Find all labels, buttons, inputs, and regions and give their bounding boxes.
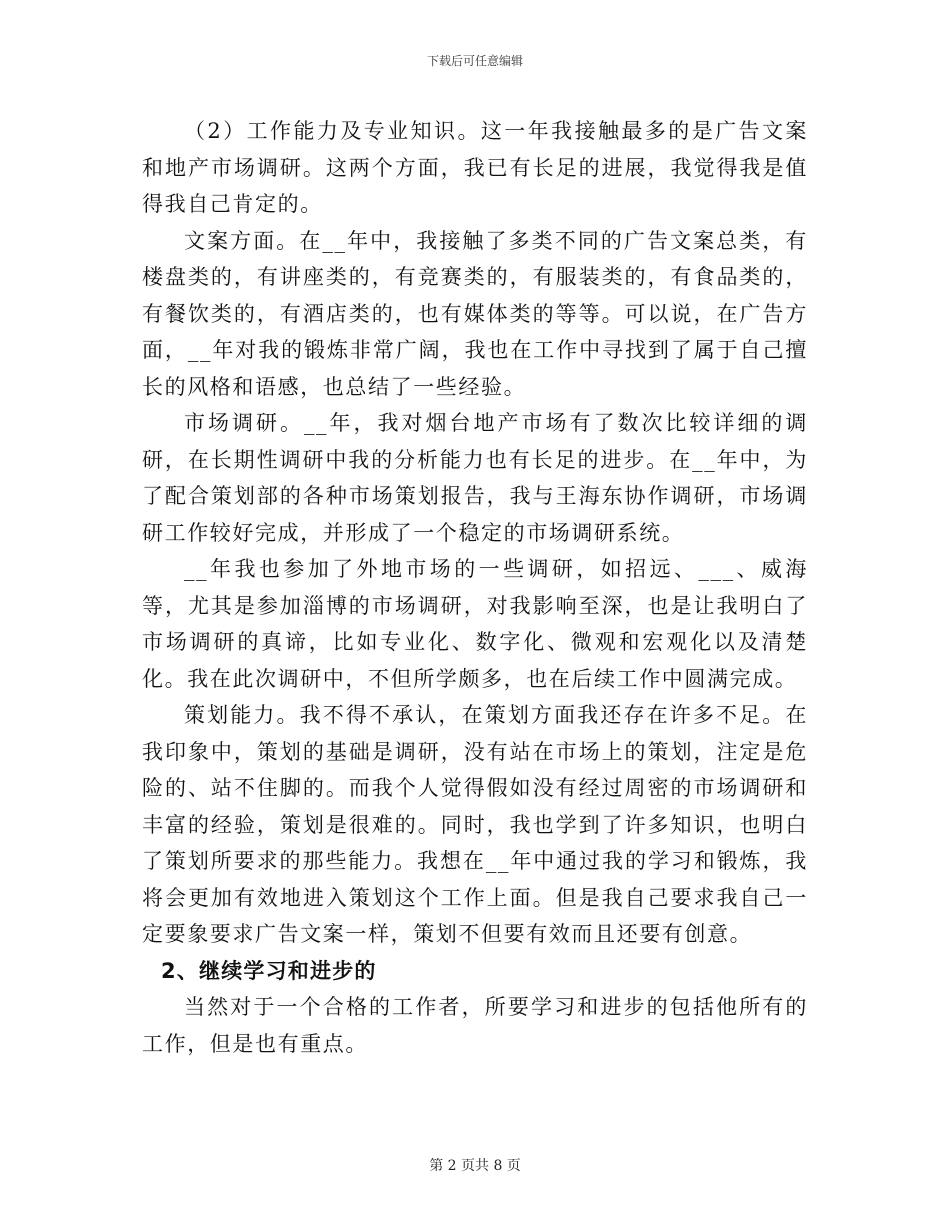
document-body <box>142 113 808 1062</box>
page-header: 下载后可任意编辑 <box>426 54 523 68</box>
paragraph-closing: 当然对于一个合格的工作者，所要学习和进步的包括他所有的工作，但是也有重点。 <box>142 995 808 1056</box>
paragraph-copywriting: 文案方面。在__年中，我接触了多类不同的广告文案总类，有楼盘类的，有讲座类的，有竞赛类的，有服装类的，有食品类的，有餐饮类的，有酒店类的，也有媒体类的等等。可以说，在广告方面，__年对我的锻炼非常广阔，我也在工作中寻找到了属于自己擅长的风格和语感，也总结了一些经验。 <box>142 228 808 399</box>
paragraph-market-research: 市场调研。__年，我对烟台地产市场有了数次比较详细的调研，在长期性调研中我的分析能力也有长足的进步。在__年中，为了配合策划部的各种市场策划报告，我与王海东协作调研，市场调研工作较好完成，并形成了一个稳定的市场调研系统。 <box>142 411 808 545</box>
paragraph-work-ability: （2）工作能力及专业知识。这一年我接触最多的是广告文案和地产市场调研。这两个方面，我已有长足的进展，我觉得我是值得我自己肯定的。 <box>142 119 808 216</box>
section-heading: 2、继续学习和进步的 <box>161 958 377 983</box>
paragraph-planning-ability: 策划能力。我不得不承认，在策划方面我还存在许多不足。在我印象中，策划的基础是调研，没有站在市场上的策划，注定是危险的、站不住脚的。而我个人觉得假如没有经过周密的市场调研和丰富的经验，策划是很难的。同时，我也学到了许多知识，也明白了策划所要求的那些能力。我想在__年中通过我的学习和锻炼，我将会更加有效地进入策划这个工作上面。但是我自己要求我自己一定要象要求广告文案一样，策划不但要有效而且还要有创意。 <box>142 703 808 946</box>
paragraph-external-research: __年我也参加了外地市场的一些调研，如招远、___、威海等，尤其是参加淄博的市场调研，对我影响至深，也是让我明白了市场调研的真谛，比如专业化、数字化、微观和宏观化以及清楚化。我在此次调研中，不但所学颇多，也在后续工作中圆满完成。 <box>142 557 808 691</box>
page-number: 第 2 页共 8 页 <box>429 1158 521 1174</box>
